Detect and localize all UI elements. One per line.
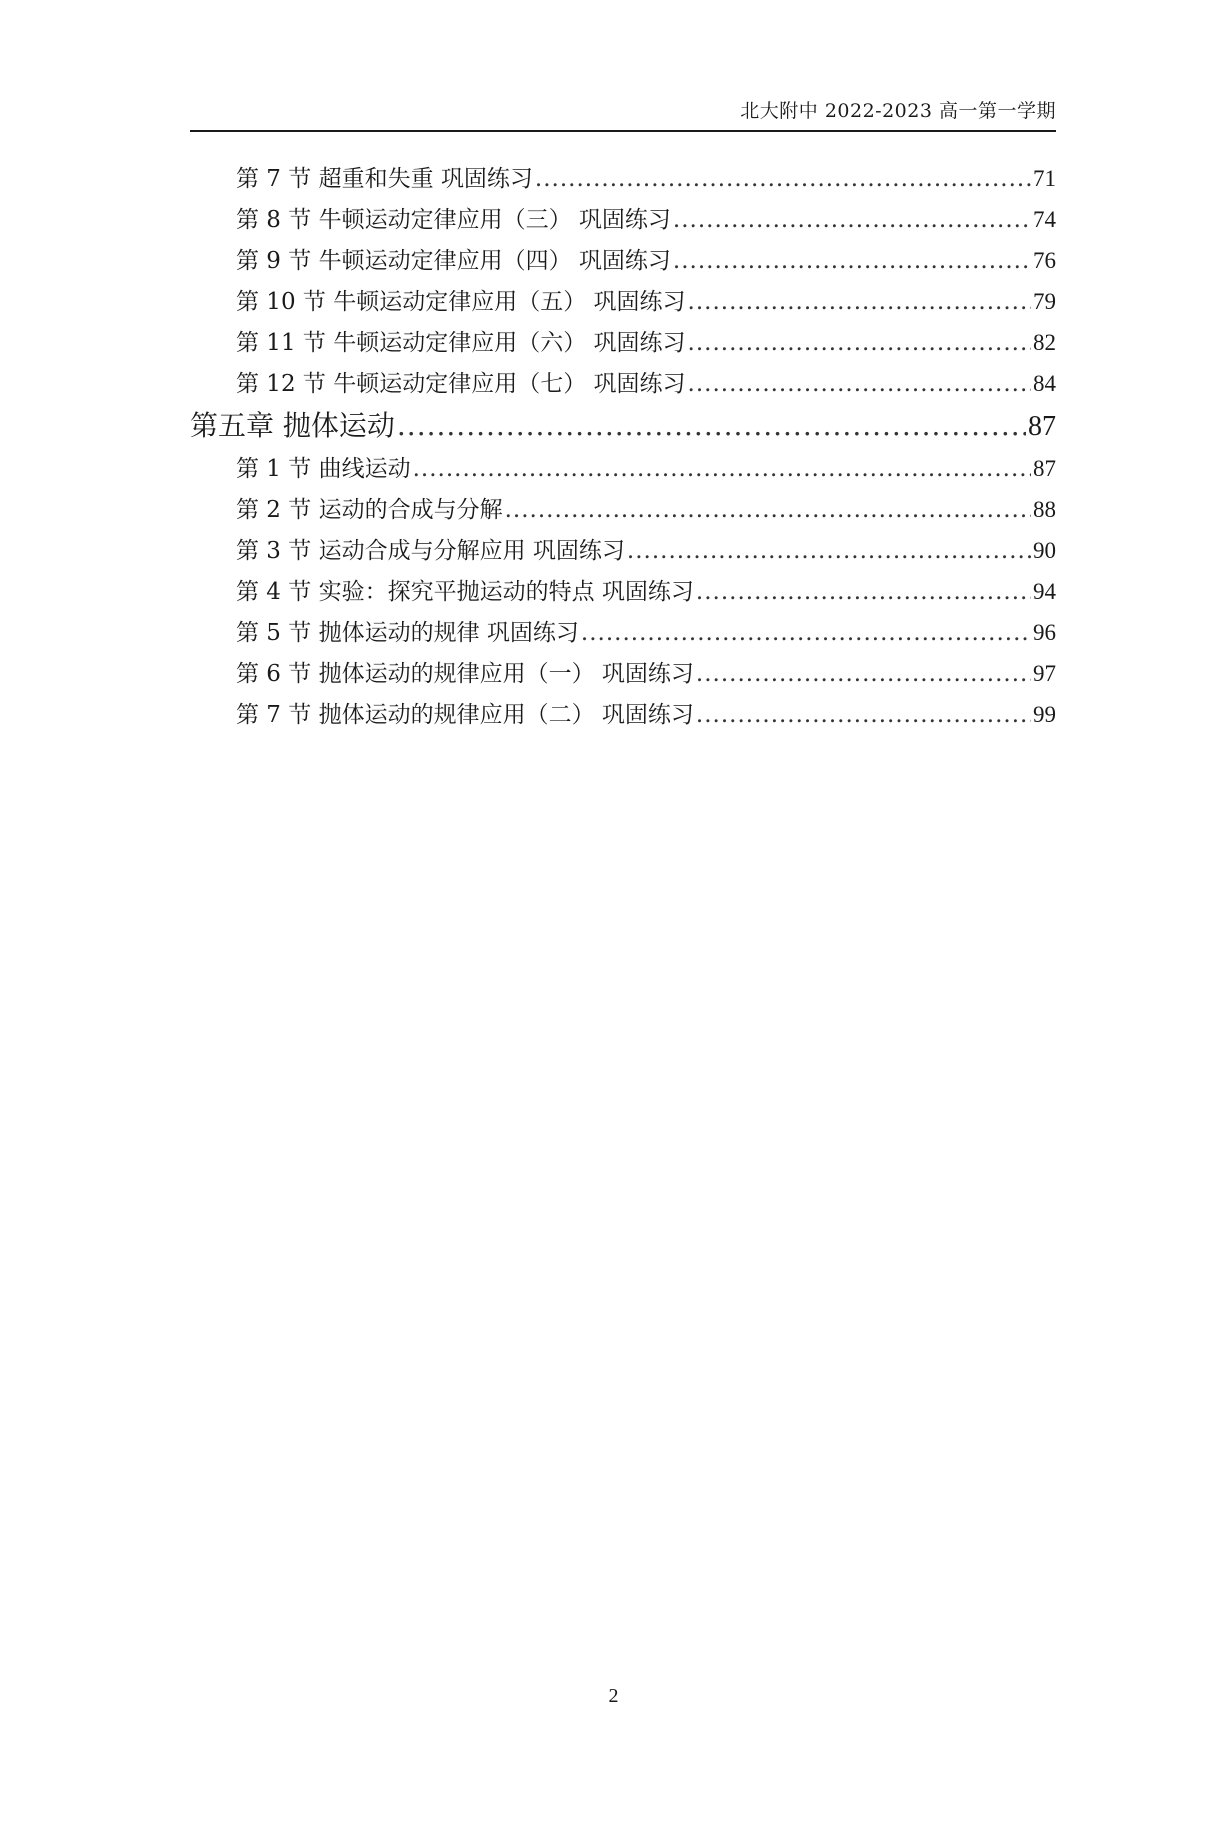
toc-entry[interactable]	[190, 450, 1056, 491]
toc-entry[interactable]	[190, 614, 1056, 655]
dot-leader	[397, 409, 1026, 442]
dot-leader	[688, 330, 1031, 356]
header-rule	[190, 130, 1056, 132]
toc-entry-page: 74	[1033, 207, 1056, 232]
table-of-contents	[190, 160, 1056, 737]
toc-entry[interactable]	[190, 532, 1056, 573]
toc-entry-page: 88	[1033, 497, 1056, 522]
toc-entry-title: 第 3 节 运动合成与分解应用 巩固练习	[236, 538, 625, 564]
page-number: 2	[608, 1685, 619, 1707]
toc-entry-title: 第 8 节 牛顿运动定律应用（三） 巩固练习	[236, 207, 671, 233]
toc-entry-title: 第 4 节 实验：探究平抛运动的特点 巩固练习	[236, 579, 694, 605]
toc-entry-title: 第 5 节 抛体运动的规律 巩固练习	[236, 620, 579, 646]
toc-entry[interactable]	[190, 160, 1056, 201]
toc-entry[interactable]	[190, 491, 1056, 532]
toc-entry-page: 99	[1033, 702, 1056, 727]
toc-entry-title: 第 1 节 曲线运动	[236, 456, 411, 482]
toc-entry-title: 第 6 节 抛体运动的规律应用（一） 巩固练习	[236, 661, 694, 687]
toc-entry-page: 90	[1033, 538, 1056, 563]
toc-entry-title: 第 9 节 牛顿运动定律应用（四） 巩固练习	[236, 248, 671, 274]
dot-leader	[505, 497, 1031, 523]
toc-entry[interactable]	[190, 242, 1056, 283]
dot-leader	[413, 456, 1031, 482]
toc-chapter-entry[interactable]	[190, 404, 1056, 450]
toc-entry[interactable]	[190, 324, 1056, 365]
dot-leader	[688, 289, 1031, 315]
toc-entry-page: 87	[1028, 411, 1056, 442]
toc-entry-title: 第 11 节 牛顿运动定律应用（六） 巩固练习	[236, 330, 686, 356]
toc-entry-title: 第 10 节 牛顿运动定律应用（五） 巩固练习	[236, 289, 686, 315]
toc-entry-page: 87	[1033, 456, 1056, 481]
toc-entry-title: 第 7 节 超重和失重 巩固练习	[236, 166, 533, 192]
dot-leader	[696, 579, 1031, 605]
dot-leader	[696, 702, 1031, 728]
dot-leader	[627, 538, 1031, 564]
dot-leader	[535, 166, 1031, 192]
toc-entry-page: 76	[1033, 248, 1056, 273]
dot-leader	[673, 207, 1031, 233]
toc-entry[interactable]	[190, 573, 1056, 614]
dot-leader	[581, 620, 1031, 646]
toc-entry-page: 97	[1033, 661, 1056, 686]
toc-chapter-title: 第五章 抛体运动	[190, 409, 395, 442]
toc-entry[interactable]	[190, 283, 1056, 324]
running-header: 北大附中 2022-2023 高一第一学期	[740, 100, 1056, 122]
toc-entry-title: 第 12 节 牛顿运动定律应用（七） 巩固练习	[236, 371, 686, 397]
toc-entry-page: 82	[1033, 330, 1056, 355]
dot-leader	[688, 371, 1031, 397]
toc-entry-page: 94	[1033, 579, 1056, 604]
toc-entry-page: 84	[1033, 371, 1056, 396]
toc-entry-page: 71	[1033, 166, 1056, 191]
toc-entry-title: 第 2 节 运动的合成与分解	[236, 497, 503, 523]
toc-entry[interactable]	[190, 201, 1056, 242]
dot-leader	[673, 248, 1031, 274]
toc-entry-page: 79	[1033, 289, 1056, 314]
toc-entry[interactable]	[190, 655, 1056, 696]
toc-entry[interactable]	[190, 696, 1056, 737]
toc-entry-page: 96	[1033, 620, 1056, 645]
toc-entry[interactable]	[190, 365, 1056, 406]
dot-leader	[696, 661, 1031, 687]
toc-entry-title: 第 7 节 抛体运动的规律应用（二） 巩固练习	[236, 702, 694, 728]
